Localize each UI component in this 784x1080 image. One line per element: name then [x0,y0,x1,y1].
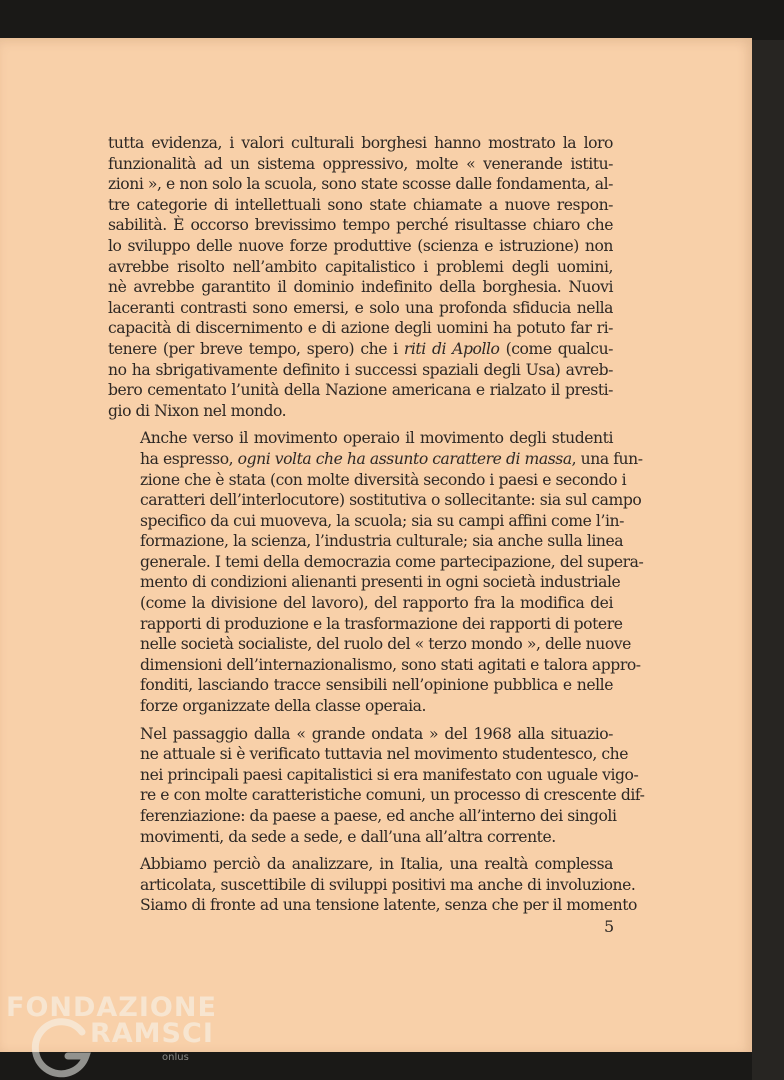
text-line: Abbiamo perciò da analizzare, in Italia, una realtà complessa [140,855,613,874]
text-line: tenere (per breve tempo, spero) che i riti di Apollo (come qualcu- [108,339,613,358]
text-line: bero cementato l’unità della Nazione americana e rialzato il presti- [108,381,613,400]
gramsci-g-logo-icon [30,1018,92,1080]
text-line: rapporti di produzione e la trasformazione dei rapporti di potere [140,614,623,633]
paragraph-1 [108,133,613,421]
text-line: zione che è stata (con molte diversità secondo i paesi e secondo i [140,470,627,489]
text-line: fonditi, lasciando tracce sensibili nell’opinione pubblica e nelle [140,676,613,695]
text-line: ha espresso, ogni volta che ha assunto carattere di massa, una fun- [140,449,643,468]
text-line: caratteri dell’interlocutore) sostitutiva o sollecitante: sia sul campo [140,491,642,510]
text-line: tre categorie di intellettuali sono state chiamate a nuove respon- [108,195,613,214]
text-line: no ha sbrigativamente definito i successi spaziali degli Usa) avreb- [108,360,613,379]
document-page [0,38,752,1052]
scanner-edge-strip [752,40,784,1080]
paragraph-4 [108,854,637,916]
text-line: articolata, suscettibile di sviluppi positivi ma anche di involuzione. [140,875,636,894]
text-line: specifico da cui muoveva, la scuola; sia su campi affini come l’in- [140,511,624,530]
text-line: funzionalità ad un sistema oppressivo, molte « venerande istitu- [108,154,613,173]
text-line: laceranti contrasti sono emersi, e solo una profonda sfiducia nella [108,298,613,317]
text-line: formazione, la scienza, l’industria culturale; sia anche sulla linea [140,532,624,551]
text-line: nelle società socialiste, del ruolo del « terzo mondo », delle nuove [140,635,631,654]
text-line: ne attuale si è verificato tuttavia nel movimento studentesco, che [140,745,629,764]
text-line: tutta evidenza, i valori culturali borghesi hanno mostrato la loro [108,134,613,152]
text-line: avrebbe risolto nell’ambito capitalistico i problemi degli uomini, [108,257,613,276]
body-text [108,133,645,916]
text-line: Anche verso il movimento operaio il movimento degli studenti [140,429,613,448]
text-line: mento di condizioni alienanti presenti in ogni società industriale [140,573,621,592]
text-line: (come la divisione del lavoro), del rapporto fra la modifica dei [140,594,613,613]
text-line: capacità di discernimento e di azione degli uomini ha potuto far ri- [108,319,613,338]
text-line: movimenti, da sede a sede, e dall’una all’altra corrente. [140,827,556,846]
text-line: nei principali paesi capitalistici si era manifestato con uguale vigo- [140,765,639,784]
text-line: dimensioni dell’internazionalismo, sono stati agitati e talora appro- [140,655,641,674]
text-line: sabilità. È occorso brevissimo tempo perché risultasse chiaro che [108,216,613,235]
text-line: re e con molte caratteristiche comuni, un processo di crescente dif- [140,786,645,805]
watermark [0,992,217,1080]
text-line: Siamo di fronte ad una tensione latente, senza che per il momento [140,896,637,915]
text-line: lo sviluppo delle nuove forze produttive (scienza e istruzione) non [108,236,613,255]
text-line: nè avrebbe garantito il dominio indefinito della borghesia. Nuovi [108,278,613,297]
text-line: zioni », e non solo la scuola, sono state scosse dalle fondamenta, al- [108,175,613,194]
text-line: ferenziazione: da paese a paese, ed anche all’interno dei singoli [140,807,617,825]
watermark-line-1: FONDAZIONE [6,992,217,1023]
paragraph-2 [108,428,644,716]
watermark-line-2: RAMSCI [90,1018,214,1049]
text-line: generale. I temi della democrazia come partecipazione, del supera- [140,552,644,571]
page-number: 5 [604,917,615,936]
watermark-suffix: onlus [162,1052,189,1063]
text-line: gio di Nixon nel mondo. [108,401,287,420]
paragraph-3 [108,724,645,848]
text-line: Nel passaggio dalla « grande ondata » del 1968 alla situazio- [140,724,613,743]
text-line: forze organizzate della classe operaia. [140,697,427,716]
